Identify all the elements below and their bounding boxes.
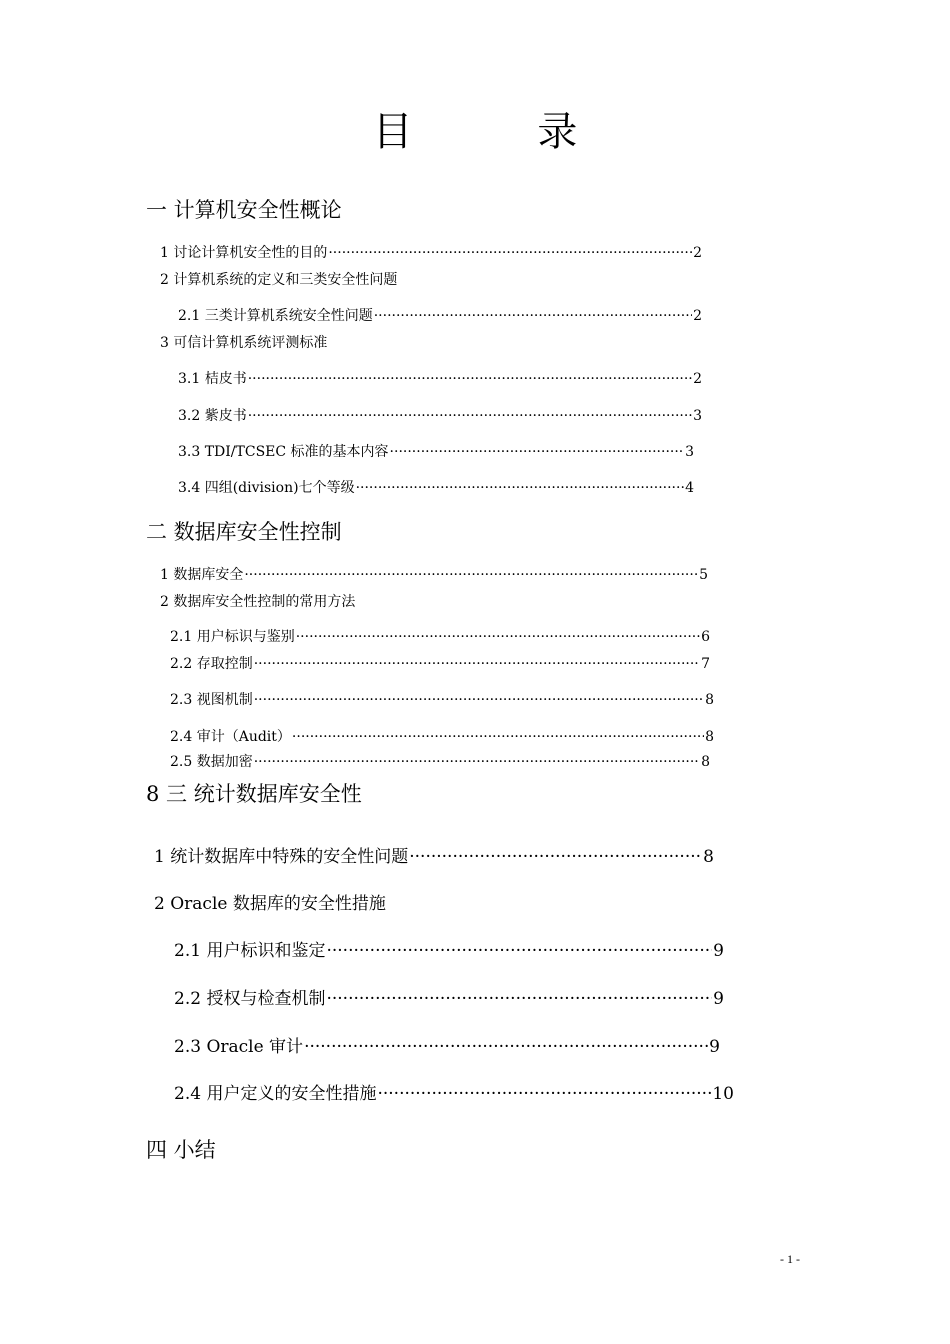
toc-entry-page: 8 [705,729,714,745]
dot-leader [254,690,704,710]
toc-entry-page: 9 [709,1037,720,1057]
toc-entry-label: 2 Oracle 数据库的安全性措施 [154,894,386,914]
dot-leader [304,1035,708,1059]
dot-leader [326,939,712,963]
toc-entry-label: 2.4 审计（Audit） [170,729,291,745]
section-heading-4: 四 小结 [146,1138,216,1162]
toc-entry [170,690,714,710]
toc-entry [170,654,710,674]
toc-entry-label: 2.2 授权与检查机制 [174,989,326,1009]
toc-entry [174,987,724,1011]
dot-leader [292,727,704,747]
page-number: - 1 - [780,1252,800,1266]
toc-entry-page: 6 [701,629,710,645]
toc-entry-label: 2.3 Oracle 审计 [174,1037,304,1057]
toc-entry-page: 7 [701,656,710,672]
toc-entry-label: 2 数据库安全性控制的常用方法 [160,594,356,610]
toc-entry-page: 3 [693,408,702,424]
toc-entry-label: 3.1 桔皮书 [178,371,247,387]
toc-entry-label: 2.5 数据加密 [170,754,253,770]
toc-entry-label: 2.1 用户标识与鉴别 [170,629,295,645]
section-heading-2: 二 数据库安全性控制 [146,520,342,544]
toc-entry-label: 3.4 四组(division)七个等级 [178,480,355,496]
toc-entry-label: 2.1 三类计算机系统安全性问题 [178,308,373,324]
toc-entry-page: 2 [693,245,702,261]
toc-entry [174,939,724,963]
toc-entry [178,478,694,498]
toc-entry-label: 2.3 视图机制 [170,692,253,708]
toc-entry-label: 3.2 紫皮书 [178,408,247,424]
toc-entry [154,845,714,869]
toc-entry-page: 9 [713,989,724,1009]
dot-leader [254,752,700,772]
section-heading-3: 8 三 统计数据库安全性 [146,782,362,806]
toc-entry-page: 4 [685,480,694,496]
toc-entry [160,243,702,263]
toc-entry-label: 3.3 TDI/TCSEC 标准的基本内容 [178,444,389,460]
toc-entry-label: 2.4 用户定义的安全性措施 [174,1084,377,1104]
dot-leader [374,306,692,326]
page-title: 目 录 [372,109,634,155]
toc-entry [178,442,694,462]
toc-entry-page: 5 [699,567,708,583]
dot-leader [390,442,685,462]
toc-entry-page: 8 [705,692,714,708]
dot-leader [254,654,700,674]
toc-entry-label: 1 讨论计算机安全性的目的 [160,245,328,261]
toc-entry-label: 2.2 存取控制 [170,656,253,672]
toc-entry-page: 9 [713,941,724,961]
toc-entry-page: 3 [685,444,694,460]
toc-entry [178,369,702,389]
toc-entry-page: 8 [701,754,710,770]
dot-leader [248,369,692,389]
dot-leader [244,565,698,585]
dot-leader [248,406,692,426]
dot-leader [296,627,700,647]
toc-entry-label: 2 计算机系统的定义和三类安全性问题 [160,272,398,288]
toc-entry-label: 2.1 用户标识和鉴定 [174,941,326,961]
toc-entry [170,627,710,647]
dot-leader [409,845,702,869]
toc-entry [178,406,702,426]
dot-leader [356,478,685,498]
toc-entry-label: 1 统计数据库中特殊的安全性问题 [154,847,409,867]
toc-entry [170,752,710,772]
toc-entry-page: 2 [693,308,702,324]
toc-entry-label: 1 数据库安全 [160,567,244,583]
toc-entry [160,565,708,585]
toc-entry [174,1082,734,1106]
toc-entry-page: 10 [712,1084,734,1104]
toc-entry-page: 2 [693,371,702,387]
toc-entry [174,1035,720,1059]
toc-entry-label: 3 可信计算机系统评测标准 [160,335,328,351]
section-heading-1: 一 计算机安全性概论 [146,198,342,222]
dot-leader [326,987,712,1011]
toc-entry [170,727,714,747]
toc-entry-page: 8 [703,847,714,867]
dot-leader [328,243,692,263]
dot-leader [377,1082,711,1106]
toc-entry [178,306,702,326]
